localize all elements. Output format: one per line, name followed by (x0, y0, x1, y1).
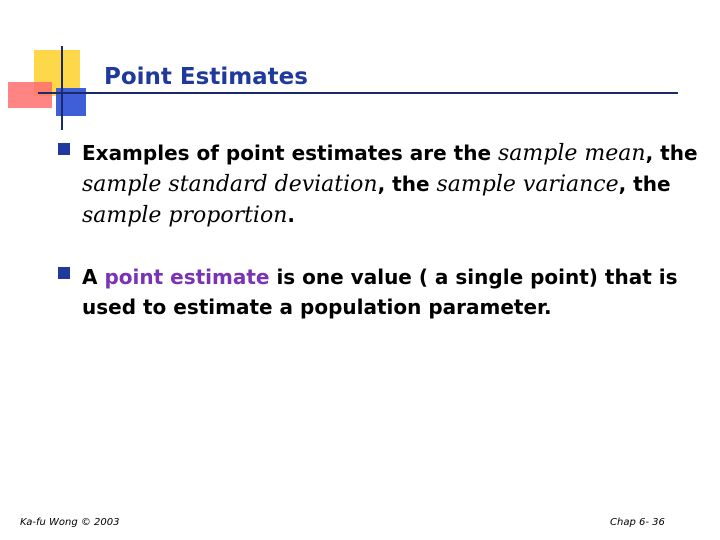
text-run: , the (618, 172, 671, 196)
footer-copyright: Ka-fu Wong © 2003 (20, 517, 120, 528)
slide-title: Point Estimates (104, 64, 308, 90)
text-run: . (287, 203, 295, 227)
title-underline (38, 92, 678, 94)
square-bullet-icon (58, 143, 70, 155)
decor-vertical-line (61, 46, 63, 130)
italic-term: sample variance (436, 172, 619, 197)
text-run: , the (377, 172, 437, 196)
text-run: A (82, 265, 105, 289)
bullet-item-definition (58, 262, 698, 322)
bullet-text (82, 262, 698, 322)
highlighted-term: point estimate (104, 265, 270, 289)
text-run: is one value ( a single point) that is used to estimate a population parameter. (82, 265, 678, 319)
bullet-text (82, 138, 698, 231)
italic-term: sample standard deviation (82, 172, 378, 197)
footer-page-number: Chap 6- 36 (610, 517, 665, 528)
italic-term: sample mean (498, 141, 646, 166)
square-bullet-icon (58, 267, 70, 279)
text-run: , the (645, 141, 698, 165)
decor-red-square (8, 82, 52, 108)
italic-term: sample proportion (82, 203, 288, 228)
text-run: Examples of point estimates are the (82, 141, 499, 165)
bullet-item-examples (58, 138, 698, 231)
